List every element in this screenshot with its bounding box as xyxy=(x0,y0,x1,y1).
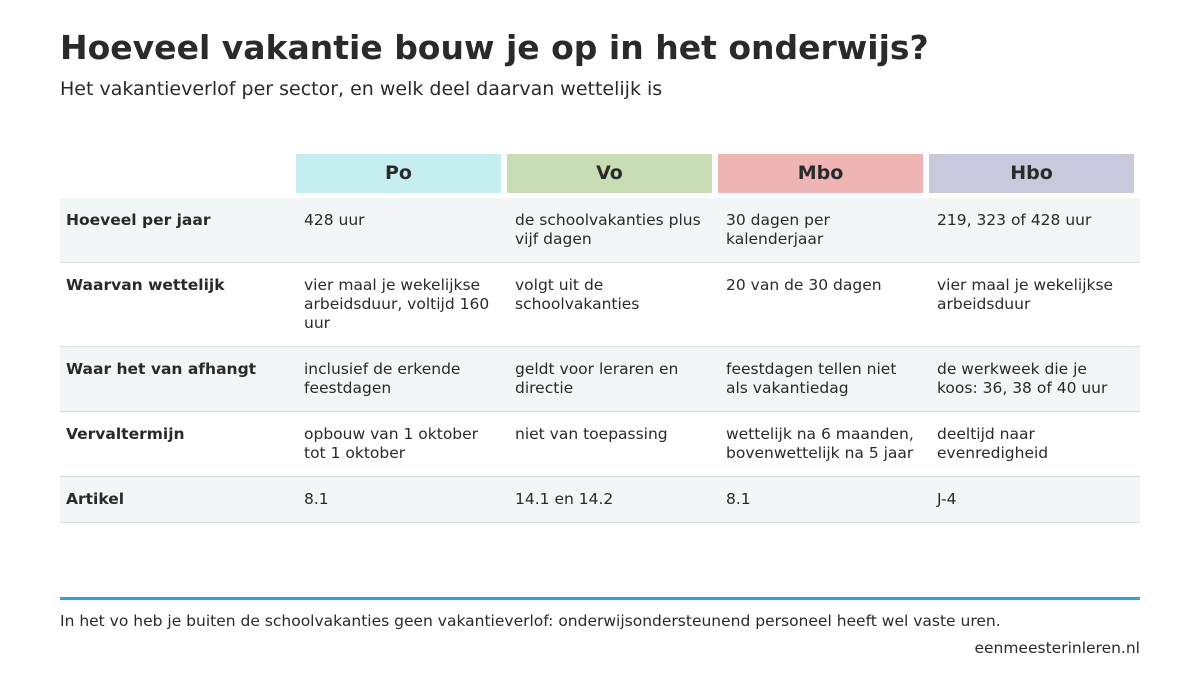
table-cell: de werkweek die je koos: 36, 38 of 40 uur xyxy=(929,347,1140,412)
row-label: Artikel xyxy=(60,477,296,523)
table-row xyxy=(60,477,1140,523)
table-cell: wettelijk na 6 maanden, bovenwettelijk na 5 jaar xyxy=(718,412,929,477)
row-label: Waarvan wettelijk xyxy=(60,263,296,347)
source-credit: eenmeesterinleren.nl xyxy=(974,639,1140,657)
table-cell: 8.1 xyxy=(718,477,929,523)
header-row xyxy=(60,150,1140,198)
vacation-table xyxy=(60,150,1140,523)
page-subtitle: Het vakantieverlof per sector, en welk deel daarvan wettelijk is xyxy=(60,78,663,100)
divider-rule xyxy=(60,597,1140,600)
row-label: Waar het van afhangt xyxy=(60,347,296,412)
table-row xyxy=(60,412,1140,477)
table-row xyxy=(60,198,1140,263)
column-header-vo xyxy=(507,150,718,198)
table-cell: 30 dagen per kalenderjaar xyxy=(718,198,929,263)
table-cell: niet van toepassing xyxy=(507,412,718,477)
column-header-label: Mbo xyxy=(718,154,923,193)
table-cell: opbouw van 1 oktober tot 1 oktober xyxy=(296,412,507,477)
footnote: In het vo heb je buiten de schoolvakanties geen vakantieverlof: onderwijsondersteunend personeel heeft wel vaste uren. xyxy=(60,612,1001,630)
table-cell: vier maal je wekelijkse arbeidsduur, voltijd 160 uur xyxy=(296,263,507,347)
page-title: Hoeveel vakantie bouw je op in het onderwijs? xyxy=(60,28,929,67)
table-cell: volgt uit de schoolvakanties xyxy=(507,263,718,347)
column-header-hbo xyxy=(929,150,1140,198)
column-header-label: Po xyxy=(296,154,501,193)
column-header-po xyxy=(296,150,507,198)
table-cell: deeltijd naar evenredigheid xyxy=(929,412,1140,477)
table-cell: 428 uur xyxy=(296,198,507,263)
column-header-label: Vo xyxy=(507,154,712,193)
table-cell: geldt voor leraren en directie xyxy=(507,347,718,412)
row-label: Vervaltermijn xyxy=(60,412,296,477)
table-cell: inclusief de erkende feestdagen xyxy=(296,347,507,412)
table-row xyxy=(60,263,1140,347)
table-cell: 219, 323 of 428 uur xyxy=(929,198,1140,263)
table-cell: 8.1 xyxy=(296,477,507,523)
table-cell: feestdagen tellen niet als vakantiedag xyxy=(718,347,929,412)
table-cell: de schoolvakanties plus vijf dagen xyxy=(507,198,718,263)
table-cell: 20 van de 30 dagen xyxy=(718,263,929,347)
table-cell: vier maal je wekelijkse arbeidsduur xyxy=(929,263,1140,347)
table-cell: 14.1 en 14.2 xyxy=(507,477,718,523)
header-corner xyxy=(60,150,296,198)
table-row xyxy=(60,347,1140,412)
column-header-label: Hbo xyxy=(929,154,1134,193)
table-cell: J-4 xyxy=(929,477,1140,523)
row-label: Hoeveel per jaar xyxy=(60,198,296,263)
column-header-mbo xyxy=(718,150,929,198)
